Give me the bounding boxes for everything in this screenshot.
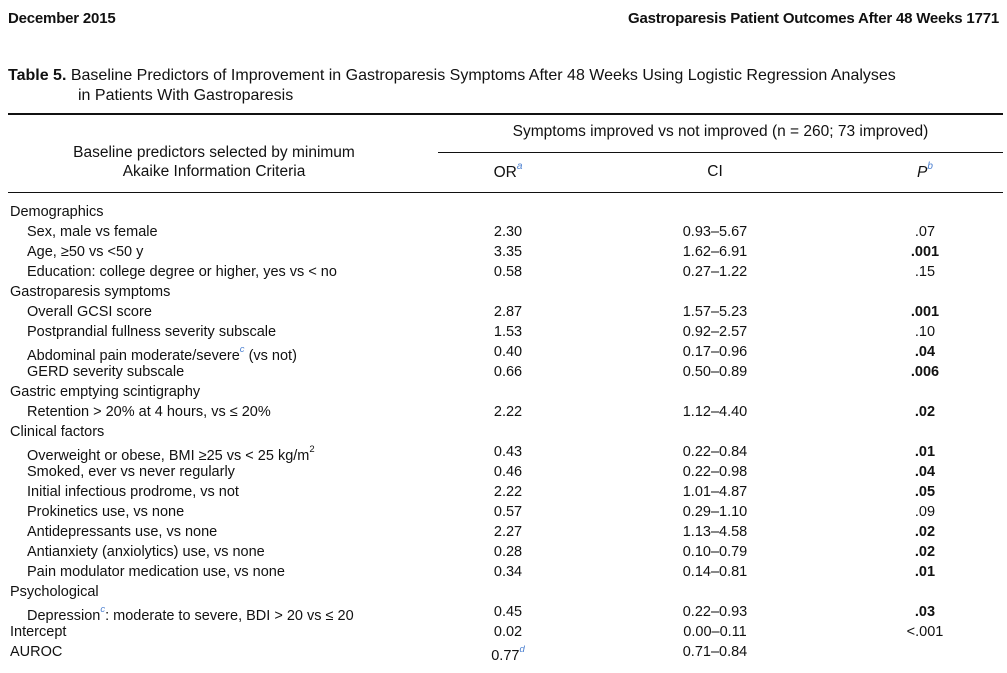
or-value: 0.77 (491, 647, 520, 664)
ci-cell: 1.01–4.87 (682, 484, 748, 500)
row-label-text: Smoked, ever vs never regularly (27, 464, 235, 480)
row-label (27, 542, 265, 562)
ci-cell: 0.29–1.10 (682, 504, 748, 520)
row-label-text: Intercept (10, 624, 67, 640)
table-row (0, 222, 1007, 242)
ci-cell: 0.22–0.98 (682, 464, 748, 480)
or-cell (478, 502, 538, 522)
ci-cell: 0.92–2.57 (682, 324, 748, 340)
or-value: 0.46 (493, 464, 523, 480)
or-cell (478, 362, 538, 382)
ci-cell: 0.00–0.11 (683, 624, 747, 640)
row-label (27, 482, 239, 502)
or-value: 0.57 (493, 504, 523, 520)
table-row (0, 322, 1007, 342)
running-head (0, 10, 1007, 30)
p-cell: .09 (914, 504, 936, 520)
row-label-text: Psychological (10, 584, 99, 600)
row-label-text: Postprandial fullness severity subscale (27, 324, 277, 340)
row-label (27, 362, 184, 382)
or-value: 0.40 (493, 344, 523, 360)
row-label (10, 642, 62, 662)
ci-cell: 0.71–0.84 (682, 644, 748, 660)
row-label-text: Prokinetics use, vs none (27, 504, 185, 520)
header-p-footnote: b (927, 161, 933, 172)
row-label (27, 302, 152, 322)
header-or-label: OR (493, 164, 517, 182)
p-cell: .02 (914, 524, 936, 540)
header-rule (8, 192, 1003, 193)
table-row (0, 482, 1007, 502)
row-label (10, 282, 170, 302)
row-label (10, 202, 104, 222)
table-row (0, 242, 1007, 262)
section-heading-row (0, 382, 1007, 402)
ci-cell: 1.12–4.40 (682, 404, 748, 420)
or-cell (478, 642, 538, 666)
or-cell (478, 622, 538, 642)
section-heading-row (0, 282, 1007, 302)
row-label (27, 262, 337, 282)
section-heading-row (0, 582, 1007, 602)
table-row (0, 302, 1007, 322)
table-label: Table 5. (8, 67, 67, 84)
or-value: 2.27 (493, 524, 523, 540)
or-value: 2.22 (493, 404, 523, 420)
p-cell: <.001 (906, 624, 944, 640)
superscript: 2 (309, 444, 315, 455)
or-cell (478, 542, 538, 562)
table-row (0, 542, 1007, 562)
row-label-text: Clinical factors (10, 424, 105, 440)
row-label-text: Abdominal pain moderate/severe (27, 347, 240, 364)
or-cell (478, 242, 538, 262)
footnote-mark: c (100, 604, 106, 615)
p-cell: .03 (914, 604, 936, 620)
p-cell: .001 (910, 244, 940, 260)
or-cell (478, 322, 538, 342)
p-cell: .10 (914, 324, 936, 340)
or-cell (478, 462, 538, 482)
row-label (27, 222, 158, 242)
row-label-text: GERD severity subscale (27, 364, 185, 380)
ci-cell: 0.93–5.67 (682, 224, 748, 240)
p-cell: .15 (914, 264, 936, 280)
p-cell: .001 (910, 304, 940, 320)
row-label (27, 322, 276, 342)
row-label (10, 422, 104, 442)
footnote-mark: c (239, 344, 245, 355)
row-label (10, 382, 200, 402)
row-label (10, 622, 66, 642)
table-body (0, 202, 1007, 662)
or-value: 0.02 (493, 624, 523, 640)
section-heading-row (0, 202, 1007, 222)
ci-cell: 1.57–5.23 (682, 304, 748, 320)
header-predictors (8, 143, 420, 181)
or-cell (478, 342, 538, 362)
or-value: 2.87 (493, 304, 523, 320)
row-label (27, 562, 285, 582)
row-label-text: Sex, male vs female (27, 224, 158, 240)
or-cell (478, 262, 538, 282)
ci-cell: 0.14–0.81 (682, 564, 748, 580)
top-rule (8, 113, 1003, 115)
footnote-mark: d (519, 644, 525, 655)
table-row (0, 362, 1007, 382)
or-value: 0.34 (493, 564, 523, 580)
ci-cell: 0.27–1.22 (682, 264, 748, 280)
or-cell (478, 522, 538, 542)
or-cell (478, 402, 538, 422)
header-predictors-line1: Baseline predictors selected by minimum (73, 144, 355, 161)
ci-cell: 0.10–0.79 (682, 544, 748, 560)
table-row (0, 622, 1007, 642)
or-value: 3.35 (493, 244, 523, 260)
caption-text-line2: in Patients With Gastroparesis (78, 87, 294, 104)
ci-cell: 1.13–4.58 (682, 524, 748, 540)
table-row (0, 342, 1007, 362)
table-row (0, 562, 1007, 582)
ci-cell: 0.50–0.89 (682, 364, 748, 380)
row-label-text: Initial infectious prodrome, vs not (27, 484, 239, 500)
row-label (27, 242, 143, 262)
p-cell: .05 (914, 484, 936, 500)
row-label (27, 402, 271, 422)
or-cell (478, 302, 538, 322)
row-label-text-cont: : moderate to severe, BDI > 20 vs ≤ 20 (105, 607, 354, 624)
table-row (0, 502, 1007, 522)
or-value: 1.53 (493, 324, 523, 340)
or-value: 0.28 (493, 544, 523, 560)
section-heading-row (0, 422, 1007, 442)
or-cell (478, 602, 538, 622)
header-or-footnote: a (516, 161, 523, 172)
row-label-text: Age, ≥50 vs <50 y (27, 244, 144, 260)
or-value: 0.45 (493, 604, 523, 620)
row-label (10, 582, 99, 602)
ci-cell: 0.22–0.93 (682, 604, 748, 620)
header-ci: CI (707, 163, 723, 180)
row-label (27, 522, 217, 542)
p-cell: .02 (914, 404, 936, 420)
p-cell: .006 (910, 364, 940, 380)
table-row (0, 442, 1007, 462)
row-label-text: Pain modulator medication use, vs none (27, 564, 285, 580)
table-row (0, 642, 1007, 662)
row-label-text: Antidepressants use, vs none (27, 524, 218, 540)
span-rule (438, 152, 1003, 153)
or-cell (478, 482, 538, 502)
row-label-text: AUROC (10, 644, 63, 660)
table-row (0, 262, 1007, 282)
p-cell: .07 (914, 224, 936, 240)
row-label-text: Depression (27, 607, 101, 624)
or-value: 0.43 (493, 444, 523, 460)
or-value: 2.30 (493, 224, 523, 240)
row-label-text: Overweight or obese, BMI ≥25 vs < 25 kg/m (27, 447, 310, 464)
row-label-text: Education: college degree or higher, yes vs < no (27, 264, 337, 280)
or-cell (478, 562, 538, 582)
row-label-text: Demographics (10, 204, 104, 220)
row-label-text: Antianxiety (anxiolytics) use, vs none (27, 544, 265, 560)
caption-text-line1: Baseline Predictors of Improvement in Gastroparesis Symptoms After 48 Weeks Using Logistic Regression Analyses (70, 67, 896, 84)
table-caption (8, 66, 1003, 106)
table-row (0, 402, 1007, 422)
or-cell (478, 222, 538, 242)
or-cell (478, 442, 538, 462)
p-cell: .04 (914, 464, 936, 480)
header-p-label: P (917, 164, 928, 182)
p-cell: .01 (914, 564, 936, 580)
p-cell: .02 (914, 544, 936, 560)
ci-cell: 0.17–0.96 (682, 344, 748, 360)
or-value: 0.66 (493, 364, 523, 380)
row-label-text: Retention > 20% at 4 hours, vs ≤ 20% (27, 404, 271, 420)
row-label-text: Gastroparesis symptoms (10, 284, 171, 300)
journal-date: December 2015 (8, 10, 116, 27)
row-label-text: Overall GCSI score (27, 304, 152, 320)
p-cell: .01 (914, 444, 936, 460)
table-row (0, 522, 1007, 542)
header-p (895, 163, 955, 182)
header-or (478, 163, 538, 182)
table-row (0, 462, 1007, 482)
table-row (0, 602, 1007, 622)
ci-cell: 0.22–0.84 (682, 444, 748, 460)
row-label (27, 462, 235, 482)
or-value: 2.22 (493, 484, 523, 500)
row-label-text-cont: (vs not) (244, 347, 297, 364)
running-title-page: Gastroparesis Patient Outcomes After 48 Weeks 1771 (627, 10, 999, 27)
p-cell: .04 (914, 344, 936, 360)
or-value: 0.58 (493, 264, 523, 280)
row-label-text: Gastric emptying scintigraphy (10, 384, 201, 400)
header-predictors-line2: Akaike Information Criteria (122, 163, 306, 180)
ci-cell: 1.62–6.91 (682, 244, 748, 260)
header-span: Symptoms improved vs not improved (n = 260; 73 improved) (512, 123, 929, 140)
row-label (27, 502, 184, 522)
